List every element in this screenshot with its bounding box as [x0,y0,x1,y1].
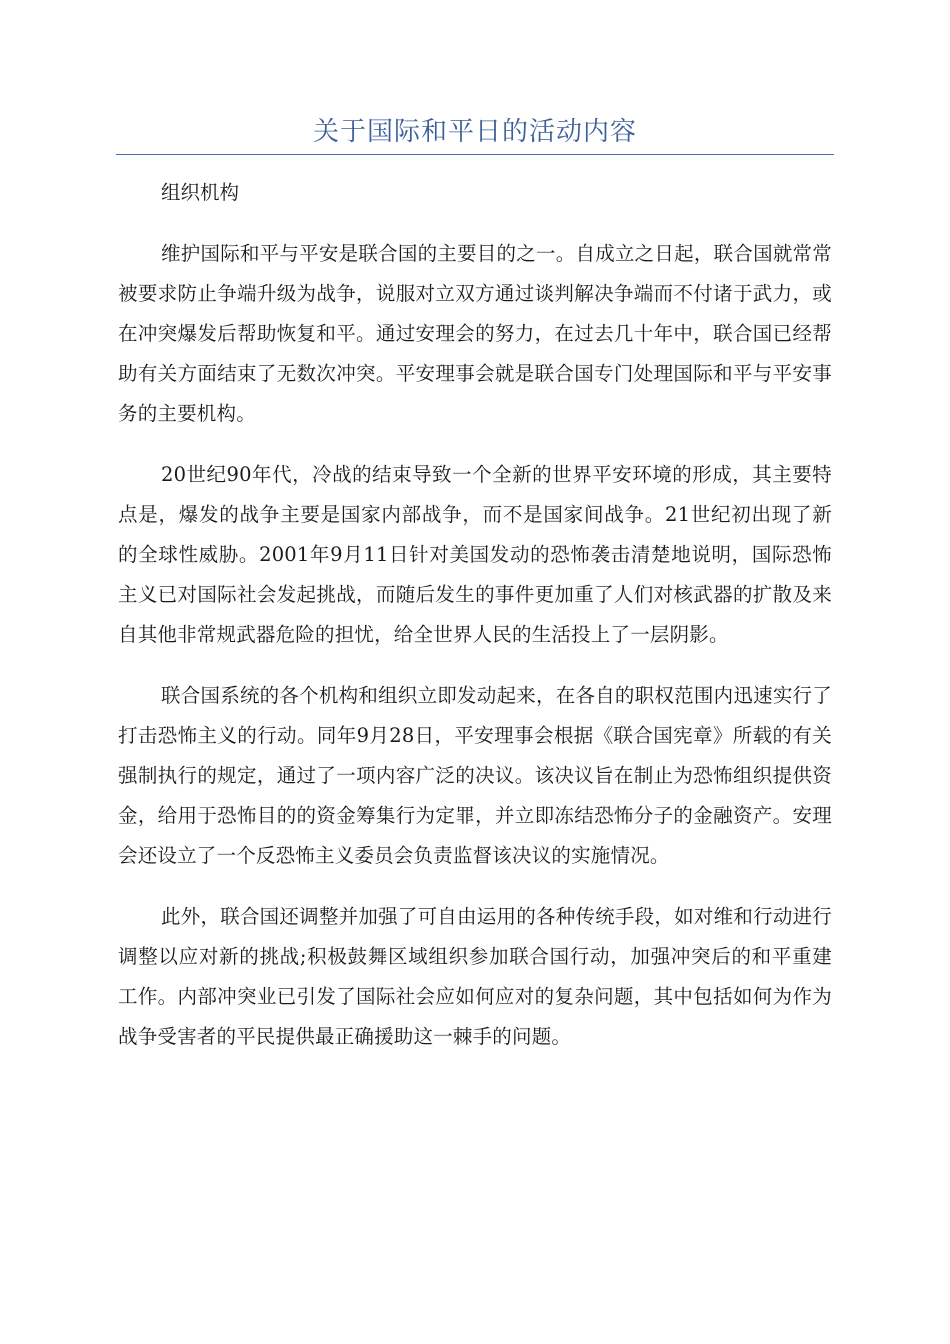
paragraph-2: 20世纪90年代，冷战的结束导致一个全新的世界平安环境的形成，其主要特点是，爆发的战争主要是国家内部战争，而不是国家间战争。21世纪初出现了新的全球性威胁。2001年9月11日针对美国发动的恐怖袭击清楚地说明，国际恐怖主义已对国际社会发起挑战，而随后发生的事件更加重了人们对核武器的扩散及来自其他非常规武器危险的担忧，给全世界人民的生活投上了一层阴影。 [118,463,832,646]
section-heading: 组织机构 [161,181,240,204]
page-title: 关于国际和平日的活动内容 [312,117,637,147]
paragraph-1: 维护国际和平与平安是联合国的主要目的之一。自成立之日起，联合国就常常被要求防止争端升级为战争，说服对立双方通过谈判解决争端而不付诸于武力，或在冲突爆发后帮助恢复和平。通过安理会的努力，在过去几十年中，联合国已经帮助有关方面结束了无数次冲突。平安理事会就是联合国专门处理国际和平与平安事务的主要机构。 [118,242,832,425]
title-block [116,112,834,155]
paragraph-4: 此外，联合国还调整并加强了可自由运用的各种传统手段，如对维和行动进行调整以应对新的挑战;积极鼓舞区域组织参加联合国行动，加强冲突后的和平重建工作。内部冲突业已引发了国际社会应如何应对的复杂问题，其中包括如何为作为战争受害者的平民提供最正确援助这一棘手的问题。 [118,905,832,1048]
document-body [118,174,832,1078]
paragraph-3: 联合国系统的各个机构和组织立即发动起来，在各自的职权范围内迅速实行了打击恐怖主义的行动。同年9月28日，平安理事会根据《联合国宪章》所载的有关强制执行的规定，通过了一项内容广泛的决议。该决议旨在制止为恐怖组织提供资金，给用于恐怖目的的资金筹集行为定罪，并立即冻结恐怖分子的金融资产。安理会还设立了一个反恐怖主义委员会负责监督该决议的实施情况。 [118,684,832,867]
